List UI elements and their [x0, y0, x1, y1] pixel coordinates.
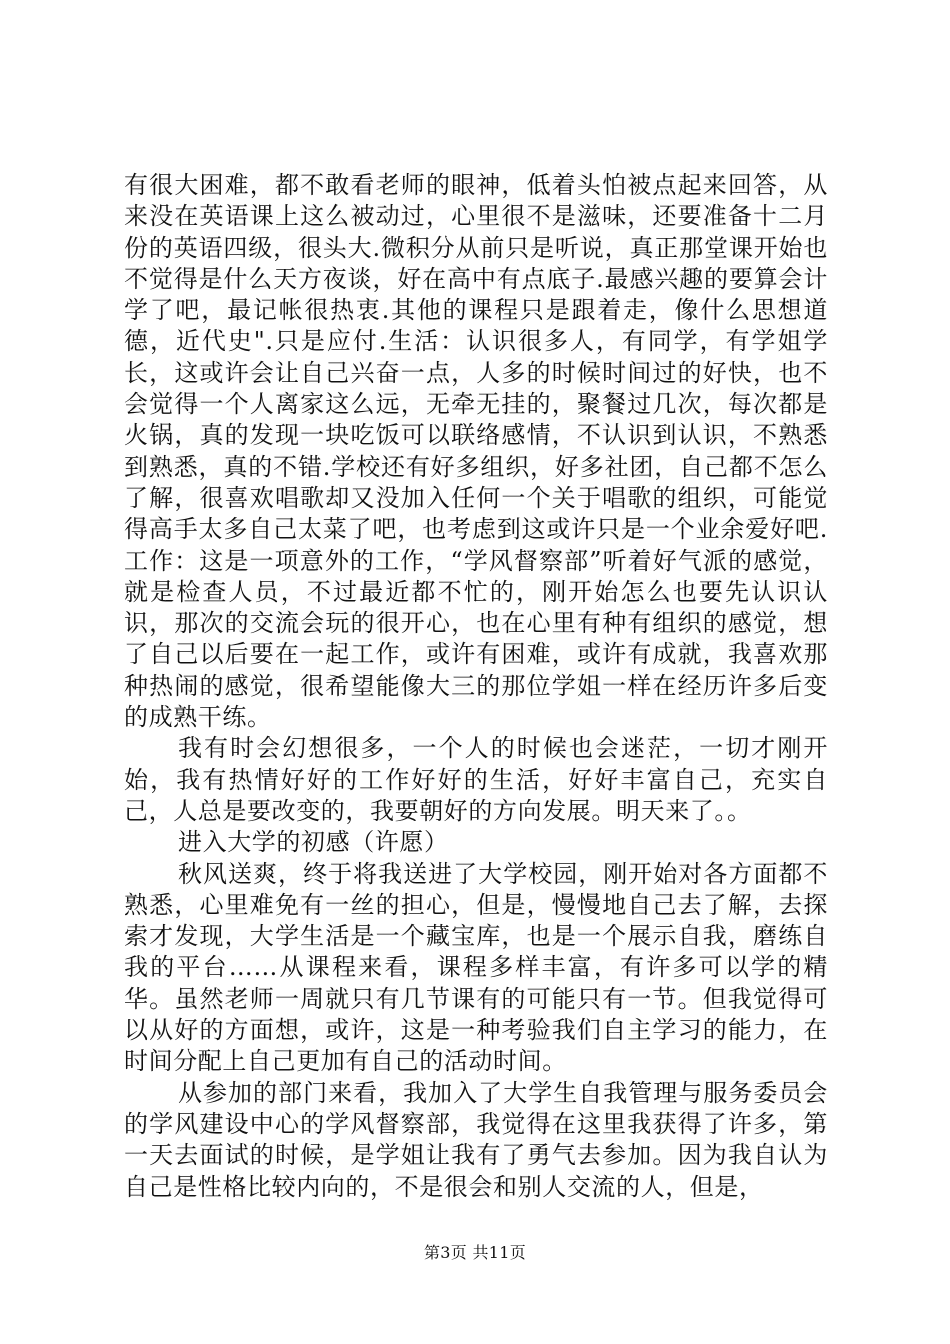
paragraph-department: 从参加的部门来看，我加入了大学生自我管理与服务委员会的学风建设中心的学风督察部，我觉得在这里我获得了许多，第一天去面试的时候，是学姐让我有了勇气去参加。因为我自认为自己是性格比较内向的，不是很会和别人交流的人，但是， [124, 1078, 828, 1201]
paragraph-continued: 有很大困难，都不敢看老师的眼神，低着头怕被点起来回答，从来没在英语课上这么被动过，心里很不是滋味，还要准备十二月份的英语四级，很头大.微积分从前只是听说，真正那堂课开始也不觉得是什么天方夜谈，好在高中有点底子.最感兴趣的要算会计学了吧，最记帐很热衷.其他的课程只是跟着走，像什么思想道德，近代史".只是应付.生活：认识很多人，有同学，有学姐学长，这或许会让自己兴奋一点，人多的时候时间过的好快，也不会觉得一个人离家这么远，无牵无挂的，聚餐过几次，每次都是火锅，真的发现一块吃饭可以联络感情，不认识到认识，不熟悉到熟悉，真的不错.学校还有好多组织，好多社团，自己都不怎么了解，很喜欢唱歌却又没加入任何一个关于唱歌的组织，可能觉得高手太多自己太菜了吧，也考虑到这或许只是一个业余爱好吧.工作：这是一项意外的工作，“学风督察部”听着好气派的感觉，就是检查人员，不过最近都不忙的，刚开始怎么也要先认识认识，那次的交流会玩的很开心，也在心里有种有组织的感觉，想了自己以后要在一起工作，或许有困难，或许有成就，我喜欢那种热闹的感觉，很希望能像大三的那位学姐一样在经历许多后变的成熟干练。 [124, 171, 828, 732]
paragraph-autumn: 秋风送爽，终于将我送进了大学校园，刚开始对各方面都不熟悉，心里难免有一丝的担心，但是，慢慢地自己去了解，去探索才发现，大学生活是一个藏宝库，也是一个展示自我，磨练自我的平台……从课程来看，课程多样丰富，有许多可以学的精华。虽然老师一周就只有几节课有的可能只有一节。但我觉得可以从好的方面想，或许，这是一种考验我们自主学习的能力，在时间分配上自己更加有自己的活动时间。 [124, 859, 828, 1076]
section-heading: 进入大学的初感（许愿） [178, 828, 449, 857]
document-body [124, 170, 828, 1203]
paragraph-reflection: 我有时会幻想很多，一个人的时候也会迷茫，一切才刚开始，我有热情好好的工作好好的生活，好好丰富自己，充实自己，人总是要改变的，我要朝好的方向发展。明天来了。。 [124, 734, 828, 825]
page-footer: 第3页 共11页 [423, 1243, 527, 1262]
